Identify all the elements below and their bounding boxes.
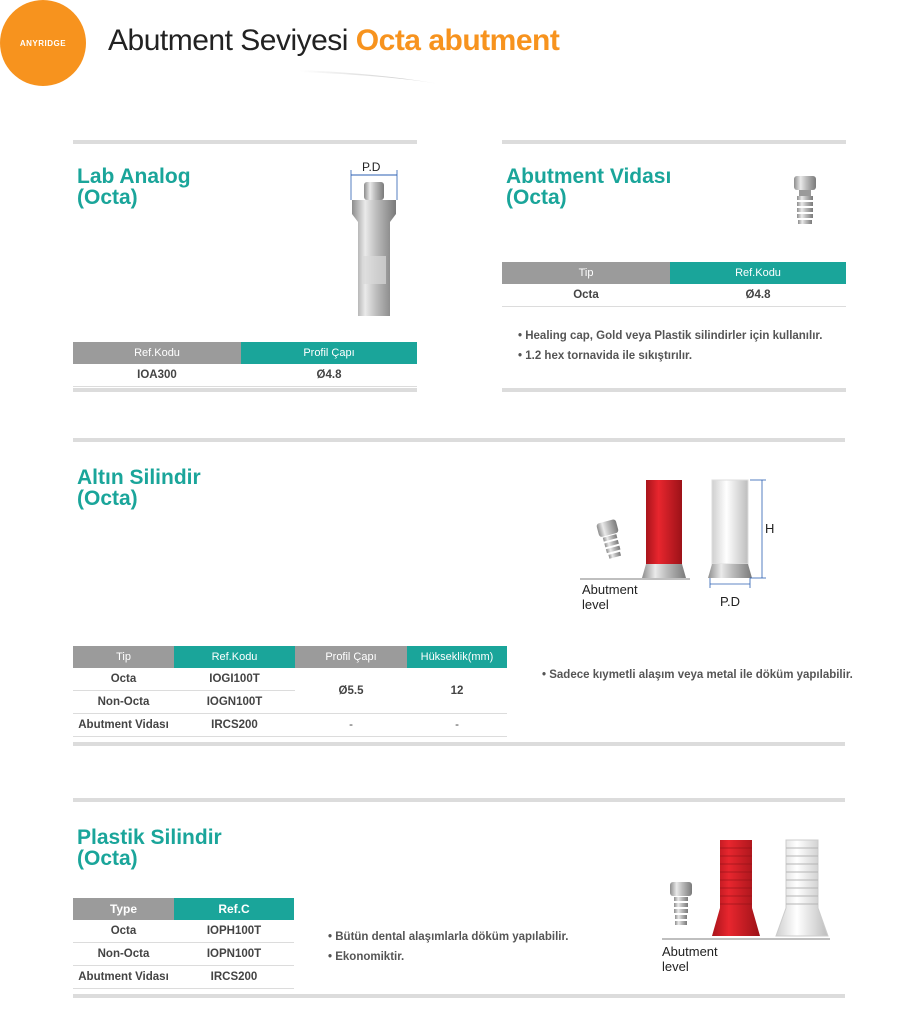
- altin-silindir-title-line1: Altın Silindir: [77, 466, 201, 489]
- table-cell: Octa: [73, 920, 174, 943]
- lab-analog-title: [77, 166, 191, 208]
- page-title-accent: Octa abutment: [355, 24, 560, 57]
- pd-label: P.D: [720, 594, 740, 609]
- table-row: [73, 943, 294, 966]
- altin-silindir-notes: [542, 665, 853, 685]
- table-header: Ref.Kodu: [73, 342, 241, 364]
- table-header: Ref.Kodu: [670, 262, 846, 284]
- table-row: [73, 714, 507, 737]
- table-cell-merged: 12: [407, 668, 507, 714]
- abutment-level-line2: level: [582, 597, 609, 612]
- table-cell: IRCS200: [174, 966, 294, 989]
- abutment-vidasi-title: [506, 166, 671, 208]
- table-row: [73, 920, 294, 943]
- page-title-main: Abutment Seviyesi: [108, 24, 348, 57]
- table-row: [73, 364, 417, 387]
- table-cell: Abutment Vidası: [73, 714, 174, 737]
- page-title: [108, 24, 559, 58]
- gold-cylinder-illustration: [580, 476, 780, 588]
- abutment-level-line1: Abutment: [662, 944, 718, 959]
- screw-illustration: [790, 174, 820, 226]
- table-header: Profil Çapı: [241, 342, 417, 364]
- table-cell: Octa: [73, 668, 174, 691]
- table-row: [73, 966, 294, 989]
- section-divider: [502, 388, 846, 392]
- brand-logo-text: ANYRIDGE: [19, 38, 67, 48]
- table-cell: IOPN100T: [174, 943, 294, 966]
- section-divider: [73, 994, 845, 998]
- note-item: • Ekonomiktir.: [328, 947, 569, 967]
- table-header: Tip: [73, 646, 174, 668]
- abutment-vidasi-title-line1: Abutment Vidası: [506, 165, 672, 188]
- abutment-vidasi-title-line2: (Octa): [506, 186, 567, 209]
- section-divider: [73, 798, 845, 802]
- table-cell: Ø4.8: [670, 284, 846, 307]
- table-row: [73, 668, 507, 691]
- plastik-silindir-title-line1: Plastik Silindir: [77, 826, 222, 849]
- plastik-silindir-notes: [328, 927, 569, 967]
- note-item: • Sadece kıymetli alaşım veya metal ile döküm yapılabilir.: [542, 665, 853, 685]
- table-cell: IOPH100T: [174, 920, 294, 943]
- table-cell: Octa: [502, 284, 670, 307]
- lab-analog-title-line1: Lab Analog: [77, 165, 191, 188]
- note-item: • 1.2 hex tornavida ile sıkıştırılır.: [518, 346, 822, 366]
- abutment-vidasi-notes: [518, 326, 822, 366]
- plastik-silindir-title: [77, 827, 222, 869]
- table-cell: Ø4.8: [241, 364, 417, 387]
- note-item: • Healing cap, Gold veya Plastik silindirler için kullanılır.: [518, 326, 822, 346]
- table-cell: Non-Octa: [73, 943, 174, 966]
- table-cell: IRCS200: [174, 714, 295, 737]
- table-header: Ref.C: [174, 898, 294, 920]
- section-divider: [73, 388, 417, 392]
- table-header: Type: [73, 898, 174, 920]
- table-cell: IOGN100T: [174, 691, 295, 714]
- plastik-silindir-table: [73, 898, 294, 989]
- table-cell: IOA300: [73, 364, 241, 387]
- note-item: • Bütün dental alaşımlarla döküm yapılabilir.: [328, 927, 569, 947]
- lab-analog-table: [73, 342, 417, 387]
- table-header: Hükseklik(mm): [407, 646, 507, 668]
- abutment-level-line1: Abutment: [582, 582, 638, 597]
- table-cell: -: [295, 714, 407, 737]
- table-cell: Non-Octa: [73, 691, 174, 714]
- plastik-silindir-title-line2: (Octa): [77, 847, 138, 870]
- table-header: Tip: [502, 262, 670, 284]
- table-header: Profil Çapı: [295, 646, 407, 668]
- altin-silindir-table: [73, 646, 507, 737]
- lab-analog-illustration: [340, 170, 410, 320]
- lab-analog-pd-label: P.D: [362, 160, 381, 174]
- table-cell: IOGI100T: [174, 668, 295, 691]
- table-cell-merged: Ø5.5: [295, 668, 407, 714]
- lab-analog-title-line2: (Octa): [77, 186, 138, 209]
- section-divider: [502, 140, 846, 144]
- table-row: [502, 284, 846, 307]
- abutment-level-label: [662, 944, 718, 974]
- section-divider: [73, 140, 417, 144]
- section-divider: [73, 742, 845, 746]
- abutment-level-line2: level: [662, 959, 689, 974]
- height-label: H: [765, 521, 775, 536]
- table-cell: Abutment Vidası: [73, 966, 174, 989]
- brand-logo: [0, 0, 86, 86]
- section-divider: [73, 438, 845, 442]
- altin-silindir-title: [77, 467, 201, 509]
- abutment-vidasi-table: [502, 262, 846, 307]
- table-cell: -: [407, 714, 507, 737]
- altin-silindir-title-line2: (Octa): [77, 487, 138, 510]
- table-header: Ref.Kodu: [174, 646, 295, 668]
- abutment-level-label: [582, 582, 638, 612]
- plastic-cylinder-illustration: [662, 838, 832, 942]
- title-swoosh-decoration: [300, 68, 460, 88]
